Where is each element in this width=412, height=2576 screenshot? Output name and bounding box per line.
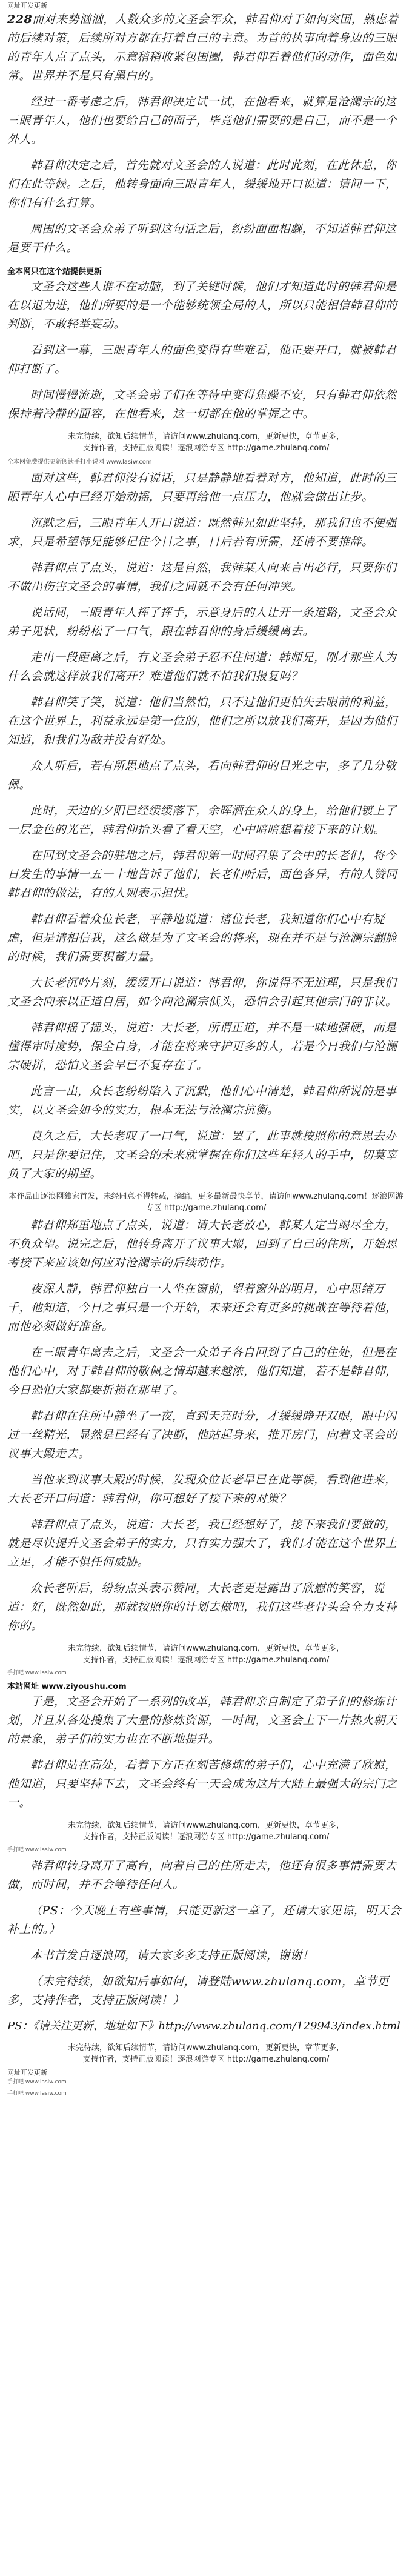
ad-block xyxy=(7,1820,405,1843)
paragraph: 韩君仰决定之后，首先就对文圣会的人说道：此时此刻，在此休息，你们在此等候。之后，他转身面向三眼青年人，缓缓地开口说道：请问一下，你们有什么打算。 xyxy=(7,159,397,210)
paragraph-first xyxy=(7,10,405,85)
paragraph: 本书首发自逐浪网，请大家多多支持正版阅读，谢谢！ xyxy=(30,1949,314,1962)
paragraph: 韩君仰摇了摇头，说道：大长老，所谓正道，并不是一味地强硬，而是懂得审时度势，保全自身，才能在将来守护更多的人，若是今日我们与沧澜宗硬拼，恐怕文圣会早已不复存在了。 xyxy=(7,1021,397,1072)
paragraph: 韩君仰点了点头，说道：大长老，我已经想好了，接下来我们要做的，就是尽快提升文圣会弟子的实力，只有实力强大了，我们才能在这个世界上立足，才能不惧任何威胁。 xyxy=(7,1518,397,1569)
footer-link[interactable]: PS：《请关注更新、地址如下》http://www.zhulanq.com/129943/index.html xyxy=(7,2020,400,2032)
paragraph: 沉默之后，三眼青年人开口说道：既然韩兄如此坚持，那我们也不便强求，只是希望韩兄能够记住今日之事，日后若有所需，还请不要推辞。 xyxy=(7,516,397,548)
paragraph: 走出一段距离之后，有文圣会弟子忍不住问道：韩师兄，刚才那些人为什么会就这样放我们离开？难道他们就不怕我们报复吗？ xyxy=(7,651,397,683)
watermark: 手打吧 www.lasiw.com xyxy=(7,1847,67,1853)
paragraph: 韩君仰点了点头，说道：这是自然，我韩某人向来言出必行，只要你们不做出伤害文圣会的事情，我们之间就不会有任何冲突。 xyxy=(7,561,397,593)
paragraph: 此言一出，众长老纷纷陷入了沉默，他们心中清楚，韩君仰所说的是事实，以文圣会如今的实力，根本无法与沧澜宗抗衡。 xyxy=(7,1085,397,1117)
paragraph: 众长老听后，纷纷点头表示赞同，大长老更是露出了欣慰的笑容，说道：好，既然如此，那就按照你的计划去做吧，我们这些老骨头会全力支持你的。 xyxy=(7,1582,397,1632)
paragraph: 夜深人静，韩君仰独自一人坐在窗前，望着窗外的明月，心中思绪万千，他知道，今日之事只是一个开始，未来还会有更多的挑战在等待着他，而他必须做好准备。 xyxy=(7,1282,397,1333)
paragraph-ps: （PS：今天晚上有些事情，只能更新这一章了，还请大家见谅，明天会补上的。） xyxy=(7,1904,401,1936)
paragraph: 看到这一幕，三眼青年人的面色变得有些难看，他正要开口，就被韩君仰打断了。 xyxy=(7,344,397,376)
paragraph: 经过一番考虑之后，韩君仰决定试一试，在他看来，就算是沧澜宗的这三眼青年人，他们也要给自己的面子，毕竟他们需要的是自己，而不是一个外人。 xyxy=(7,95,397,146)
section-title: 全本网只在这个站提供更新 xyxy=(7,267,102,276)
paragraph: 于是，文圣会开始了一系列的改革，韩君仰亲自制定了弟子们的修炼计划，并且从各处搜集了大量的修炼资源，一时间，文圣会上下一片热火朝天的景象，弟子们的实力也在不断地提升。 xyxy=(7,1695,397,1746)
ad-block xyxy=(7,1643,405,1666)
ad-line[interactable]: 未完待续，欲知后续情节，请访问www.zhulanq.com，更新更快，章节更多， xyxy=(67,432,345,441)
paragraph: 周围的文圣会众弟子听到这句话之后，纷纷面面相觑，不知道韩君仰这是要干什么。 xyxy=(7,222,397,255)
paragraph: 良久之后，大长老叹了一口气，说道：罢了，此事就按照你的意思去办吧，只是你要记住，文圣会的未来就掌握在你们这些年轻人的手中，切莫辜负了大家的期望。 xyxy=(7,1130,397,1180)
watermark: 手打吧 www.lasiw.com xyxy=(7,1670,67,1676)
ad-line[interactable]: 支持作者，支持正版阅读！逐浪网游专区 http://game.zhulanq.com/ xyxy=(82,1832,330,1842)
paragraph: 大长老沉吟片刻，缓缓开口说道：韩君仰，你说得不无道理，只是我们文圣会向来以正道自居，如今向沧澜宗低头，恐怕会引起其他宗门的非议。 xyxy=(7,976,397,1008)
paragraph: 说话间，三眼青年人挥了挥手，示意身后的人让开一条道路，文圣会众弟子见状，纷纷松了一口气，跟在韩君仰的身后缓缓离去。 xyxy=(7,606,397,638)
paragraph: 在三眼青年离去之后，文圣会一众弟子各自回到了自己的住处，但是在他们心中，对于韩君仰的敬佩之情却越来越浓，他们知道，若不是韩君仰，今日恐怕大家都要折损在那里了。 xyxy=(7,1346,397,1397)
paragraph: 当他来到议事大殿的时候，发现众位长老早已在此等候，看到他进来，大长老开口问道：韩君仰，你可想好了接下来的对策？ xyxy=(7,1473,397,1505)
watermark: 手打吧 www.lasiw.com xyxy=(7,2079,67,2085)
paragraph: 韩君仰站在高处，看着下方正在刻苦修炼的弟子们，心中充满了欣慰，他知道，只要坚持下去，文圣会终有一天会成为这片大陆上最强大的宗门之一。 xyxy=(7,1759,397,1809)
next-chapter-note: （未完待续，如欲知后事如何，请登陆www.zhulanq.com，章节更多，支持作者，支持正版阅读！） xyxy=(7,1975,389,2007)
ad-line[interactable]: 支持作者，支持正版阅读！逐浪网游专区 http://game.zhulanq.com/ xyxy=(82,2055,330,2064)
section-title[interactable]: 本站网址 www.ziyoushu.com xyxy=(7,1682,127,1691)
watermark: 手打吧 www.lasiw.com xyxy=(7,2091,67,2097)
paragraph: 文圣会这些人谁不在动脑，到了关键时候，他们才知道此时的韩君仰是在以退为进，他们所要的是一个能够统领全局的人，所以只能相信韩君仰的判断，不敢轻举妄动。 xyxy=(7,280,397,331)
paragraph: 韩君仰郑重地点了点头，说道：请大长老放心，韩某人定当竭尽全力，不负众望。说完之后，他转身离开了议事大殿，回到了自己的住所，开始思考接下来应该如何应对沧澜宗的后续动作。 xyxy=(7,1219,397,1270)
ad-subtext: 全本网免费提供更新阅读手打小说网 www.lasiw.com xyxy=(7,459,152,465)
paragraph: 此时，天边的夕阳已经缓缓落下，余晖洒在众人的身上，给他们镀上了一层金色的光芒，韩君仰抬头看了看天空，心中暗暗想着接下来的计划。 xyxy=(7,804,397,836)
bottom-site-label[interactable]: 网址开发更新 xyxy=(7,2069,47,2077)
ad-line[interactable]: 未完待续，欲知后续情节，请访问www.zhulanq.com，更新更快，章节更多， xyxy=(67,1644,345,1653)
paragraph: 韩君仰看着众位长老，平静地说道：诸位长老，我知道你们心中有疑虑，但是请相信我，这么做是为了文圣会的将来，现在并不是与沧澜宗翻脸的时候，我们需要积蓄力量。 xyxy=(7,913,397,964)
paragraph: 众人听后，若有所思地点了点头，看向韩君仰的目光之中，多了几分敬佩。 xyxy=(7,759,397,791)
ad-block xyxy=(7,431,405,454)
top-site-label[interactable]: 网址开发更新 xyxy=(7,2,47,10)
paragraph-text: 而对来势汹汹，人数众多的文圣会军众，韩君仰对于如何突围，熟虑着的后续对策，后续所对方都在打着自己的主意。为首的执事向着身边的三眼的青年人点了点头，示意稍稍收紧包围圈，韩君仰看着他们的动作，面色如常。世界并不是只有黑白的。 xyxy=(7,13,399,82)
ad-line[interactable]: 支持作者，支持正版阅读！逐浪网游专区 http://game.zhulanq.com/ xyxy=(82,444,330,453)
ad-line[interactable]: 未完待续，欲知后续情节，请访问www.zhulanq.com，更新更快，章节更多， xyxy=(67,1821,345,1830)
paragraph: 在回到文圣会的驻地之后，韩君仰第一时间召集了会中的长老们，将今日发生的事情一五一十地告诉了他们，长老们听后，面色各异，有的人赞同韩君仰的做法，有的人则表示担忧。 xyxy=(7,849,397,900)
paragraph: 面对这些，韩君仰没有说话，只是静静地看着对方，他知道，此时的三眼青年人心中已经开始动摇，只要再给他一点压力，他就会做出让步。 xyxy=(7,471,397,504)
paragraph: 时间慢慢流逝，文圣会弟子们在等待中变得焦躁不安，只有韩君仰依然保持着冷静的面容，在他看来，这一切都在他的掌握之中。 xyxy=(7,388,397,421)
ad-line[interactable]: 未完待续，欲知后续情节，请访问www.zhulanq.com，更新更快，章节更多， xyxy=(67,2043,345,2052)
notice-block[interactable]: 本作品由逐浪网独家首发，未经同意不得转载，摘编，更多最新最快章节，请访问www.zhulanq.com！逐浪网游专区 http://game.zhulanq.com/ xyxy=(8,1192,404,1213)
ad-line[interactable]: 支持作者，支持正版阅读！逐浪网游专区 http://game.zhulanq.com/ xyxy=(82,1656,330,1665)
paragraph: 韩君仰在住所中静坐了一夜，直到天亮时分，才缓缓睁开双眼，眼中闪过一丝精光，显然是已经有了决断，他站起身来，推开房门，向着文圣会的议事大殿走去。 xyxy=(7,1409,397,1460)
ad-block xyxy=(7,2042,405,2065)
paragraph: 韩君仰转身离开了高台，向着自己的住所走去，他还有很多事情需要去做，而时间，并不会等待任何人。 xyxy=(7,1859,397,1891)
chapter-number: 228 xyxy=(7,13,33,26)
paragraph: 韩君仰笑了笑，说道：他们当然怕，只不过他们更怕失去眼前的利益，在这个世界上，利益永远是第一位的，他们之所以放我们离开，是因为他们知道，和我们为敌并没有好处。 xyxy=(7,696,397,747)
